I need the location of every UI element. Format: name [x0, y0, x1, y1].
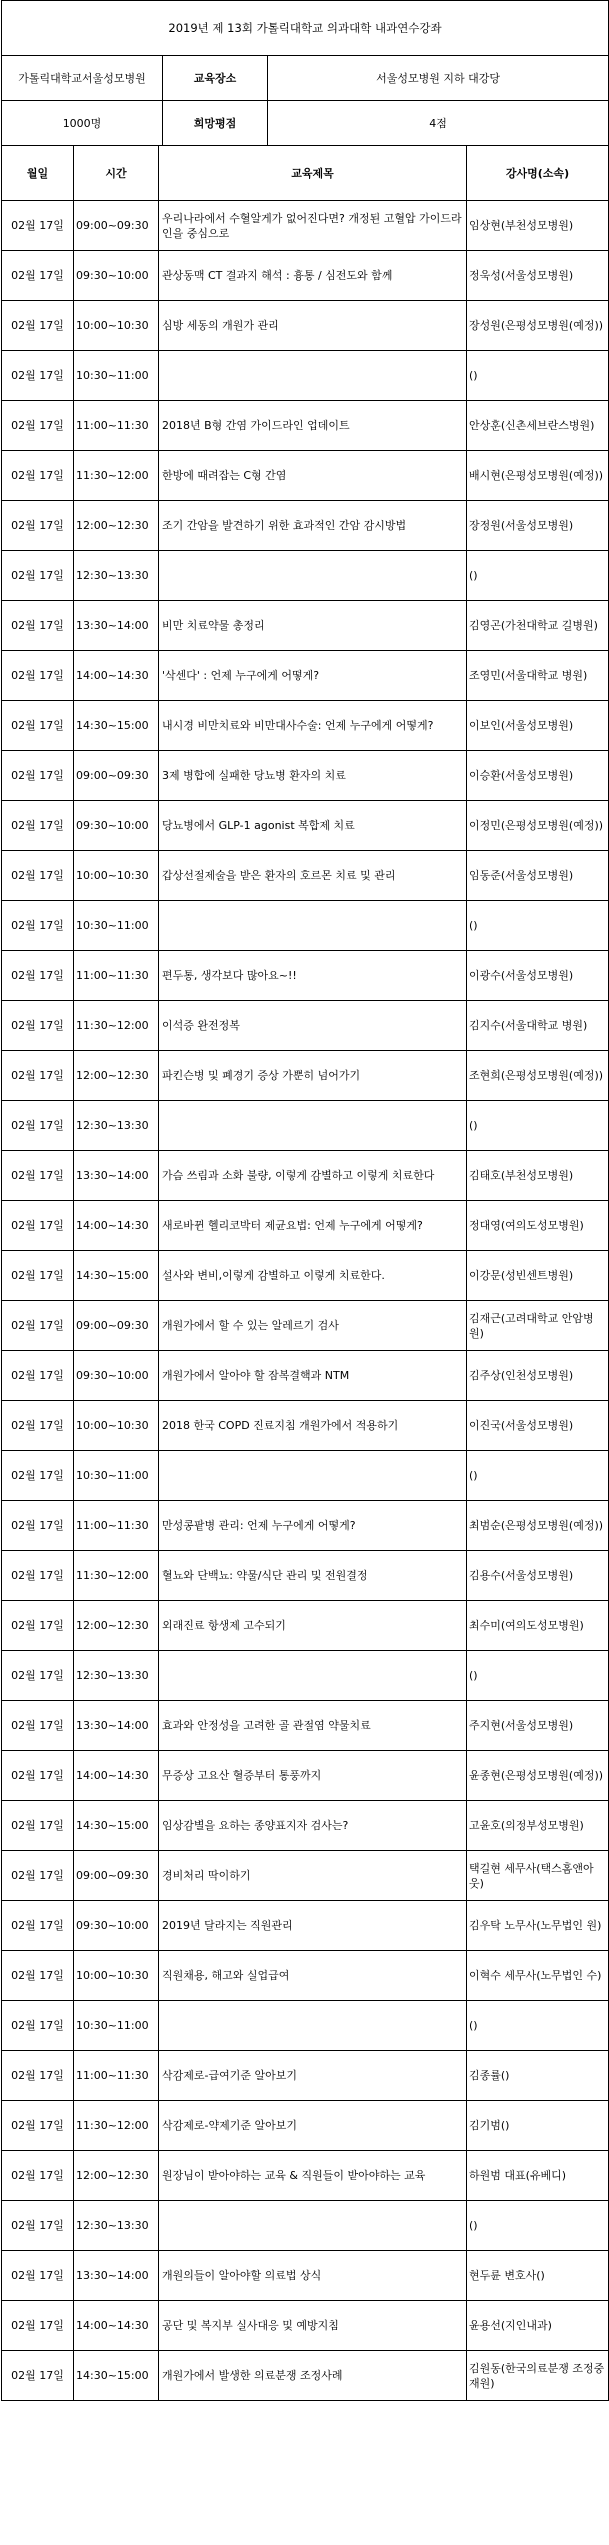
- row-lecturer: 배시현(은평성모병원(예정)): [467, 451, 609, 501]
- table-row: [2, 2001, 609, 2051]
- row-lecturer: 조현희(은평성모병원(예정)): [467, 1051, 609, 1101]
- row-title: 임상감별을 요하는 종양표지자 검사는?: [159, 1801, 467, 1851]
- row-time: 09:30~10:00: [74, 251, 159, 301]
- row-date: 02월 17일: [2, 351, 74, 401]
- table-row: [2, 751, 609, 801]
- row-time: 11:00~11:30: [74, 951, 159, 1001]
- table-row: [2, 651, 609, 701]
- row-date: 02월 17일: [2, 251, 74, 301]
- column-header-time: 시간: [74, 146, 159, 201]
- row-lecturer: 이정민(은평성모병원(예정)): [467, 801, 609, 851]
- table-row: [2, 1801, 609, 1851]
- table-row: [2, 1101, 609, 1151]
- document-title: 2019년 제 13회 가톨릭대학교 의과대학 내과연수강좌: [2, 1, 609, 56]
- row-time: 11:00~11:30: [74, 401, 159, 451]
- row-lecturer: 최범순(은평성모병원(예정)): [467, 1501, 609, 1551]
- row-lecturer: 이광수(서울성모병원): [467, 951, 609, 1001]
- row-title: 개원가에서 할 수 있는 알레르기 검사: [159, 1301, 467, 1351]
- row-lecturer: 장정원(서울성모병원): [467, 501, 609, 551]
- row-time: 13:30~14:00: [74, 1701, 159, 1751]
- table-row: [2, 1301, 609, 1351]
- row-date: 02월 17일: [2, 1801, 74, 1851]
- credit-value: 4점: [268, 101, 609, 146]
- table-row: [2, 1501, 609, 1551]
- row-title: 개원가에서 알아야 할 잠복결핵과 NTM: [159, 1351, 467, 1401]
- table-row: [2, 451, 609, 501]
- row-lecturer: (): [467, 1101, 609, 1151]
- row-date: 02월 17일: [2, 1051, 74, 1101]
- row-lecturer: 현두륜 변호사(): [467, 2251, 609, 2301]
- row-time: 14:30~15:00: [74, 1251, 159, 1301]
- row-title: 우리나라에서 수혈알게가 없어진다면? 개정된 고혈압 가이드라인을 중심으로: [159, 201, 467, 251]
- row-title: 무증상 고요산 혈증부터 통풍까지: [159, 1751, 467, 1801]
- table-row: [2, 801, 609, 851]
- row-time: 10:30~11:00: [74, 351, 159, 401]
- quota-value: 1000명: [2, 101, 163, 146]
- row-time: 11:00~11:30: [74, 1501, 159, 1551]
- row-title: 비만 치료약물 총정리: [159, 601, 467, 651]
- row-time: 09:30~10:00: [74, 1351, 159, 1401]
- row-time: 11:30~12:00: [74, 1551, 159, 1601]
- row-title: 파킨슨병 및 폐경기 증상 가뿐히 넘어가기: [159, 1051, 467, 1101]
- row-time: 09:00~09:30: [74, 201, 159, 251]
- location-label: 교육장소: [163, 56, 268, 101]
- row-date: 02월 17일: [2, 2051, 74, 2101]
- row-time: 13:30~14:00: [74, 1151, 159, 1201]
- row-time: 12:00~12:30: [74, 1051, 159, 1101]
- table-row: [2, 1751, 609, 1801]
- row-date: 02월 17일: [2, 2351, 74, 2401]
- row-date: 02월 17일: [2, 701, 74, 751]
- table-row: [2, 1951, 609, 2001]
- row-time: 12:30~13:30: [74, 1651, 159, 1701]
- row-time: 12:30~13:30: [74, 551, 159, 601]
- row-date: 02월 17일: [2, 1601, 74, 1651]
- row-date: 02월 17일: [2, 1701, 74, 1751]
- row-title: 외래진료 항생제 고수되기: [159, 1601, 467, 1651]
- row-lecturer: 김영곤(가천대학교 길병원): [467, 601, 609, 651]
- table-row: [2, 1351, 609, 1401]
- schedule-rows: [2, 201, 609, 2401]
- row-time: 13:30~14:00: [74, 2251, 159, 2301]
- row-title: 심방 세동의 개원가 관리: [159, 301, 467, 351]
- header-table: [1, 0, 609, 146]
- row-title: [159, 1651, 467, 1701]
- credit-label: 희망평점: [163, 101, 268, 146]
- table-row: [2, 1201, 609, 1251]
- row-date: 02월 17일: [2, 551, 74, 601]
- table-row: [2, 1551, 609, 1601]
- row-lecturer: 조영민(서울대학교 병원): [467, 651, 609, 701]
- row-title: 편두통, 생각보다 많아요~!!: [159, 951, 467, 1001]
- row-date: 02월 17일: [2, 851, 74, 901]
- row-lecturer: 임동준(서울성모병원): [467, 851, 609, 901]
- table-row: [2, 1251, 609, 1301]
- row-date: 02월 17일: [2, 651, 74, 701]
- row-lecturer: 최수미(여의도성모병원): [467, 1601, 609, 1651]
- row-date: 02월 17일: [2, 951, 74, 1001]
- row-time: 10:30~11:00: [74, 2001, 159, 2051]
- table-row: [2, 1851, 609, 1901]
- row-date: 02월 17일: [2, 1951, 74, 2001]
- row-time: 10:30~11:00: [74, 901, 159, 951]
- schedule-document: [1, 0, 608, 2401]
- row-lecturer: 김지수(서울대학교 병원): [467, 1001, 609, 1051]
- row-lecturer: 김태호(부천성모병원): [467, 1151, 609, 1201]
- row-lecturer: 정대영(여의도성모병원): [467, 1201, 609, 1251]
- table-row: [2, 1401, 609, 1451]
- row-date: 02월 17일: [2, 401, 74, 451]
- row-title: [159, 2201, 467, 2251]
- row-date: 02월 17일: [2, 1501, 74, 1551]
- row-title: 내시경 비만치료와 비만대사수술: 언제 누구에게 어떻게?: [159, 701, 467, 751]
- table-row: [2, 351, 609, 401]
- row-date: 02월 17일: [2, 1301, 74, 1351]
- row-title: 직원채용, 해고와 실업급여: [159, 1951, 467, 2001]
- table-row: [2, 2201, 609, 2251]
- row-time: 12:30~13:30: [74, 2201, 159, 2251]
- row-title: 2019년 달라지는 직원관리: [159, 1901, 467, 1951]
- table-row: [2, 601, 609, 651]
- row-date: 02월 17일: [2, 301, 74, 351]
- row-title: 이석증 완전정복: [159, 1001, 467, 1051]
- row-lecturer: 윤용선(지인내과): [467, 2301, 609, 2351]
- row-title: [159, 551, 467, 601]
- table-row: [2, 951, 609, 1001]
- row-title: 가슴 쓰림과 소화 불량, 이렇게 감별하고 이렇게 치료한다: [159, 1151, 467, 1201]
- table-row: [2, 2351, 609, 2401]
- table-row: [2, 2301, 609, 2351]
- table-row: [2, 1901, 609, 1951]
- row-time: 12:00~12:30: [74, 501, 159, 551]
- row-title: 한방에 때려잡는 C형 간염: [159, 451, 467, 501]
- row-date: 02월 17일: [2, 2151, 74, 2201]
- table-row: [2, 851, 609, 901]
- row-title: 관상동맥 CT 결과지 해석 : 흉통 / 심전도와 함께: [159, 251, 467, 301]
- table-row: [2, 2151, 609, 2201]
- row-title: '삭센다' : 언제 누구에게 어떻게?: [159, 651, 467, 701]
- table-row: [2, 201, 609, 251]
- row-title: 새로바뀐 헬리코박터 제균요법: 언제 누구에게 어떻게?: [159, 1201, 467, 1251]
- row-date: 02월 17일: [2, 1551, 74, 1601]
- row-title: 효과와 안정성을 고려한 골 관절염 약물치료: [159, 1701, 467, 1751]
- row-date: 02월 17일: [2, 1901, 74, 1951]
- row-time: 11:30~12:00: [74, 2101, 159, 2151]
- row-time: 12:30~13:30: [74, 1101, 159, 1151]
- row-time: 14:30~15:00: [74, 701, 159, 751]
- row-lecturer: 하원범 대표(유베디): [467, 2151, 609, 2201]
- table-row: [2, 2051, 609, 2101]
- row-title: [159, 351, 467, 401]
- row-lecturer: 김우탁 노무사(노무법인 원): [467, 1901, 609, 1951]
- row-date: 02월 17일: [2, 2101, 74, 2151]
- row-date: 02월 17일: [2, 1651, 74, 1701]
- row-date: 02월 17일: [2, 1751, 74, 1801]
- row-lecturer: 이혁수 세무사(노무법인 수): [467, 1951, 609, 2001]
- row-date: 02월 17일: [2, 1401, 74, 1451]
- row-lecturer: (): [467, 901, 609, 951]
- row-title: 경비처리 딱이하기: [159, 1851, 467, 1901]
- row-title: 3제 병합에 실패한 당뇨병 환자의 치료: [159, 751, 467, 801]
- row-lecturer: 장성원(은평성모병원(예정)): [467, 301, 609, 351]
- table-row: [2, 501, 609, 551]
- row-title: 2018년 B형 간염 가이드라인 업데이트: [159, 401, 467, 451]
- row-date: 02월 17일: [2, 801, 74, 851]
- row-title: 삭감제로-약제기준 알아보기: [159, 2101, 467, 2151]
- table-row: [2, 1701, 609, 1751]
- row-date: 02월 17일: [2, 2001, 74, 2051]
- row-lecturer: 김주상(인천성모병원): [467, 1351, 609, 1401]
- table-row: [2, 2251, 609, 2301]
- row-time: 10:00~10:30: [74, 1951, 159, 2001]
- row-time: 11:00~11:30: [74, 2051, 159, 2101]
- table-row: [2, 1601, 609, 1651]
- row-time: 09:30~10:00: [74, 801, 159, 851]
- row-title: 설사와 변비,이렇게 감별하고 이렇게 치료한다.: [159, 1251, 467, 1301]
- row-lecturer: (): [467, 2201, 609, 2251]
- row-time: 14:00~14:30: [74, 1201, 159, 1251]
- row-lecturer: 고윤호(의정부성모병원): [467, 1801, 609, 1851]
- row-lecturer: 김재근(고려대학교 안암병원): [467, 1301, 609, 1351]
- row-title: 삭감제로-급여기준 알아보기: [159, 2051, 467, 2101]
- row-title: [159, 901, 467, 951]
- row-time: 12:00~12:30: [74, 1601, 159, 1651]
- row-time: 11:30~12:00: [74, 1001, 159, 1051]
- row-lecturer: (): [467, 351, 609, 401]
- row-title: 공단 및 복지부 실사대응 및 예방지침: [159, 2301, 467, 2351]
- row-title: 만성콩팥병 관리: 언제 누구에게 어떻게?: [159, 1501, 467, 1551]
- row-lecturer: (): [467, 1451, 609, 1501]
- row-lecturer: 정욱성(서울성모병원): [467, 251, 609, 301]
- row-time: 14:30~15:00: [74, 2351, 159, 2401]
- row-lecturer: 김종률(): [467, 2051, 609, 2101]
- row-title: [159, 2001, 467, 2051]
- row-date: 02월 17일: [2, 1001, 74, 1051]
- row-title: [159, 1101, 467, 1151]
- row-title: 혈뇨와 단백뇨: 약물/식단 관리 및 전원결정: [159, 1551, 467, 1601]
- column-header-lecturer: 강사명(소속): [467, 146, 609, 201]
- row-title: 조기 간암을 발견하기 위한 효과적인 간암 감시방법: [159, 501, 467, 551]
- row-time: 10:00~10:30: [74, 851, 159, 901]
- row-lecturer: 주지현(서울성모병원): [467, 1701, 609, 1751]
- row-time: 09:00~09:30: [74, 751, 159, 801]
- row-lecturer: 이진국(서울성모병원): [467, 1401, 609, 1451]
- row-time: 10:30~11:00: [74, 1451, 159, 1501]
- table-row: [2, 301, 609, 351]
- row-lecturer: 임상현(부천성모병원): [467, 201, 609, 251]
- row-lecturer: (): [467, 1651, 609, 1701]
- row-date: 02월 17일: [2, 751, 74, 801]
- table-row: [2, 1051, 609, 1101]
- row-date: 02월 17일: [2, 451, 74, 501]
- row-date: 02월 17일: [2, 1451, 74, 1501]
- row-lecturer: 윤종현(은평성모병원(예정)): [467, 1751, 609, 1801]
- row-time: 14:00~14:30: [74, 1751, 159, 1801]
- row-title: 2018 한국 COPD 진료지침 개원가에서 적용하기: [159, 1401, 467, 1451]
- row-time: 11:30~12:00: [74, 451, 159, 501]
- row-date: 02월 17일: [2, 1151, 74, 1201]
- row-date: 02월 17일: [2, 1101, 74, 1151]
- row-time: 09:30~10:00: [74, 1901, 159, 1951]
- row-date: 02월 17일: [2, 901, 74, 951]
- location-value: 서울성모병원 지하 대강당: [268, 56, 609, 101]
- row-time: 10:00~10:30: [74, 301, 159, 351]
- table-row: [2, 401, 609, 451]
- row-lecturer: 택길현 세무사(택스홈앤아웃): [467, 1851, 609, 1901]
- row-time: 10:00~10:30: [74, 1401, 159, 1451]
- table-row: [2, 551, 609, 601]
- row-date: 02월 17일: [2, 1251, 74, 1301]
- row-time: 13:30~14:00: [74, 601, 159, 651]
- row-time: 09:00~09:30: [74, 1301, 159, 1351]
- row-lecturer: 김기범(): [467, 2101, 609, 2151]
- row-time: 14:00~14:30: [74, 651, 159, 701]
- table-row: [2, 1001, 609, 1051]
- row-date: 02월 17일: [2, 1351, 74, 1401]
- row-date: 02월 17일: [2, 2201, 74, 2251]
- row-lecturer: 이승환(서울성모병원): [467, 751, 609, 801]
- row-date: 02월 17일: [2, 501, 74, 551]
- column-header-title: 교육제목: [159, 146, 467, 201]
- row-time: 09:00~09:30: [74, 1851, 159, 1901]
- table-row: [2, 2101, 609, 2151]
- table-row: [2, 1151, 609, 1201]
- row-date: 02월 17일: [2, 601, 74, 651]
- row-title: 갑상선절제술을 받은 환자의 호르몬 치료 및 관리: [159, 851, 467, 901]
- column-header-date: 월일: [2, 146, 74, 201]
- row-lecturer: (): [467, 551, 609, 601]
- row-date: 02월 17일: [2, 201, 74, 251]
- row-title: [159, 1451, 467, 1501]
- table-row: [2, 251, 609, 301]
- row-lecturer: 김용수(서울성모병원): [467, 1551, 609, 1601]
- row-lecturer: 안상훈(신촌세브란스병원): [467, 401, 609, 451]
- row-lecturer: 이강문(성빈센트병원): [467, 1251, 609, 1301]
- table-row: [2, 1451, 609, 1501]
- row-date: 02월 17일: [2, 1851, 74, 1901]
- table-row: [2, 901, 609, 951]
- row-time: 12:00~12:30: [74, 2151, 159, 2201]
- row-lecturer: (): [467, 2001, 609, 2051]
- table-row: [2, 1651, 609, 1701]
- row-title: 개원가에서 발생한 의료분쟁 조정사례: [159, 2351, 467, 2401]
- row-time: 14:00~14:30: [74, 2301, 159, 2351]
- row-lecturer: 이보인(서울성모병원): [467, 701, 609, 751]
- schedule-table: [1, 145, 609, 2401]
- row-date: 02월 17일: [2, 1201, 74, 1251]
- row-date: 02월 17일: [2, 2251, 74, 2301]
- row-date: 02월 17일: [2, 2301, 74, 2351]
- row-title: 개원의들이 알아야할 의료법 상식: [159, 2251, 467, 2301]
- row-title: 원장님이 받아야하는 교육 & 직원들이 받아야하는 교육: [159, 2151, 467, 2201]
- row-lecturer: 김원동(한국의료분쟁 조정중재원): [467, 2351, 609, 2401]
- row-time: 14:30~15:00: [74, 1801, 159, 1851]
- row-title: 당뇨병에서 GLP-1 agonist 복합제 치료: [159, 801, 467, 851]
- table-row: [2, 701, 609, 751]
- host-institution: 가톨릭대학교서울성모병원: [2, 56, 163, 101]
